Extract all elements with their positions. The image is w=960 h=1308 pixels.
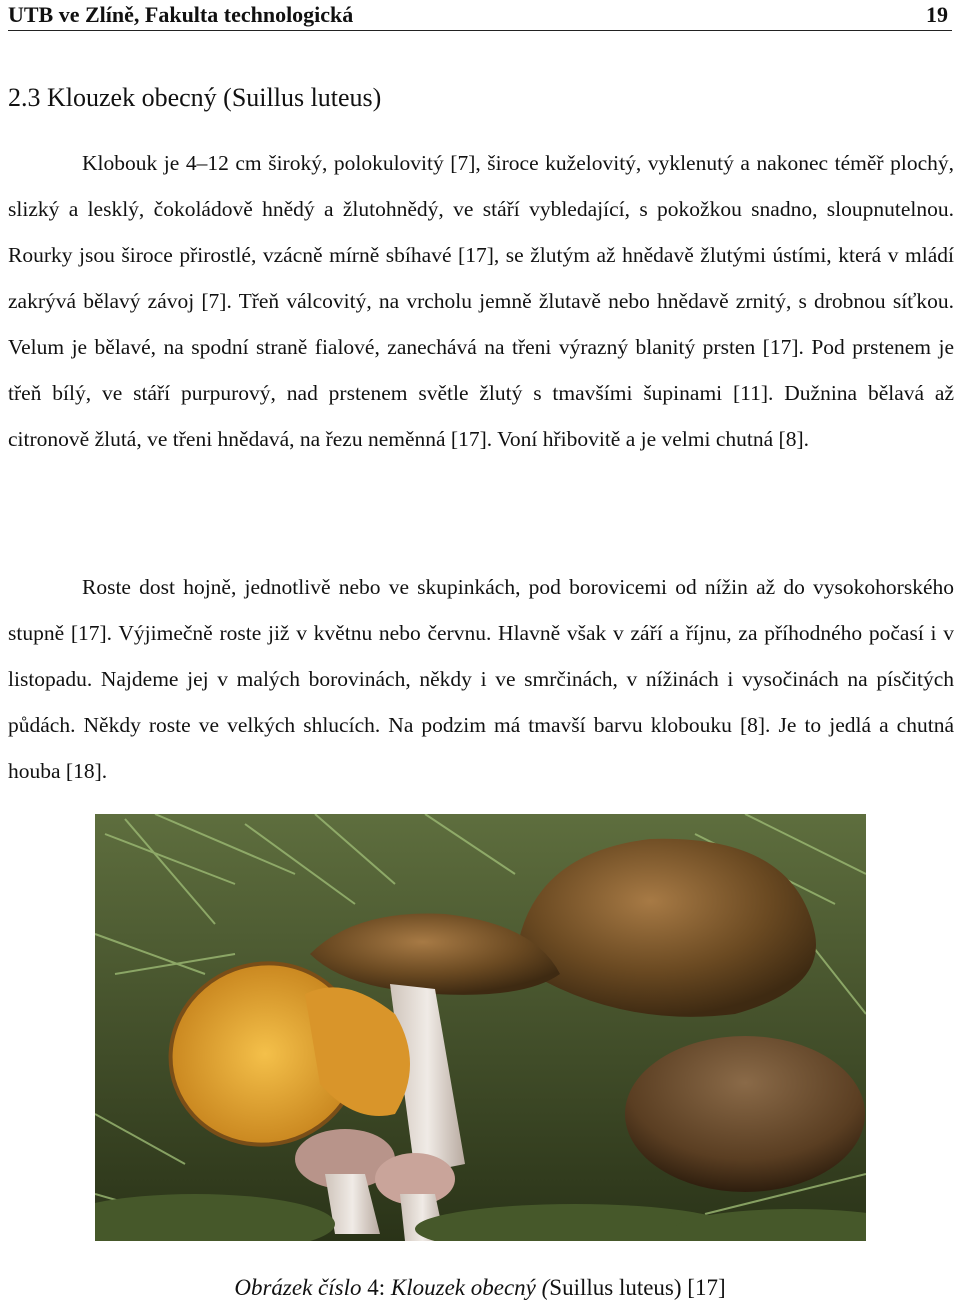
paragraph-habitat: Roste dost hojně, jednotlivě nebo ve skupinkách, pod borovicemi od nížin až do vysokohorského stupně [17]. Výjimečně roste již v květnu nebo červnu. Hlavně však v září a říjnu, za příhodného počasí i v listopadu. Najdeme jej v malých borovinách, někdy i ve smrčinách, v nížinách i vysočinách na písčitých půdách. Někdy roste ve velkých shlucích. Na podzim má tmavší barvu klobouku [8]. Je to jedlá a chutná houba [18]. — [8, 575, 954, 783]
caption-common-name: Klouzek obecný ( — [390, 1275, 550, 1300]
caption-prefix: Obrázek číslo — [234, 1275, 362, 1300]
mushroom-illustration — [95, 814, 866, 1241]
caption-number: 4: — [367, 1275, 386, 1300]
caption-reference: ) [17] — [673, 1275, 726, 1300]
page-header — [8, 0, 952, 31]
figure-caption — [0, 1272, 960, 1304]
caption-latin-name: Suillus luteus — [549, 1275, 674, 1300]
paragraph-description: Klobouk je 4–12 cm široký, polokulovitý [7], široce kuželovitý, vyklenutý a nakonec téměř plochý, slizký a lesklý, čokoládově hnědý a žlutohnědý, ve stáří vybledající, s pokožkou snadno, sloupnutelnou. Rourky jsou široce přirostlé, vzácně mírně sbíhavé [17], se žlutým až hnědavě žlutými ústími, která v mládí zakrývá bělavý závoj [7]. Třeň válcovitý, na vrcholu jemně žlutavě nebo hnědavě zrnitý, s drobnou síťkou. Velum je bělavé, na spodní straně fialové, zanechává na třeni výrazný blanitý prsten [17]. Pod prstenem je třeň bílý, ve stáří purpurový, nad prstenem světle žlutý s tmavšími šupinami [11]. Dužnina bělavá až citronově žlutá, ve třeni hnědavá, na řezu neměnná [17]. Voní hřibovitě a je velmi chutná [8]. — [8, 151, 954, 451]
mushroom-photo — [95, 814, 866, 1241]
header-page-number: 19 — [926, 2, 948, 27]
section-title: 2.3 Klouzek obecný (Suillus luteus) — [8, 83, 382, 112]
header-institution: UTB ve Zlíně, Fakulta technologická — [8, 2, 354, 27]
